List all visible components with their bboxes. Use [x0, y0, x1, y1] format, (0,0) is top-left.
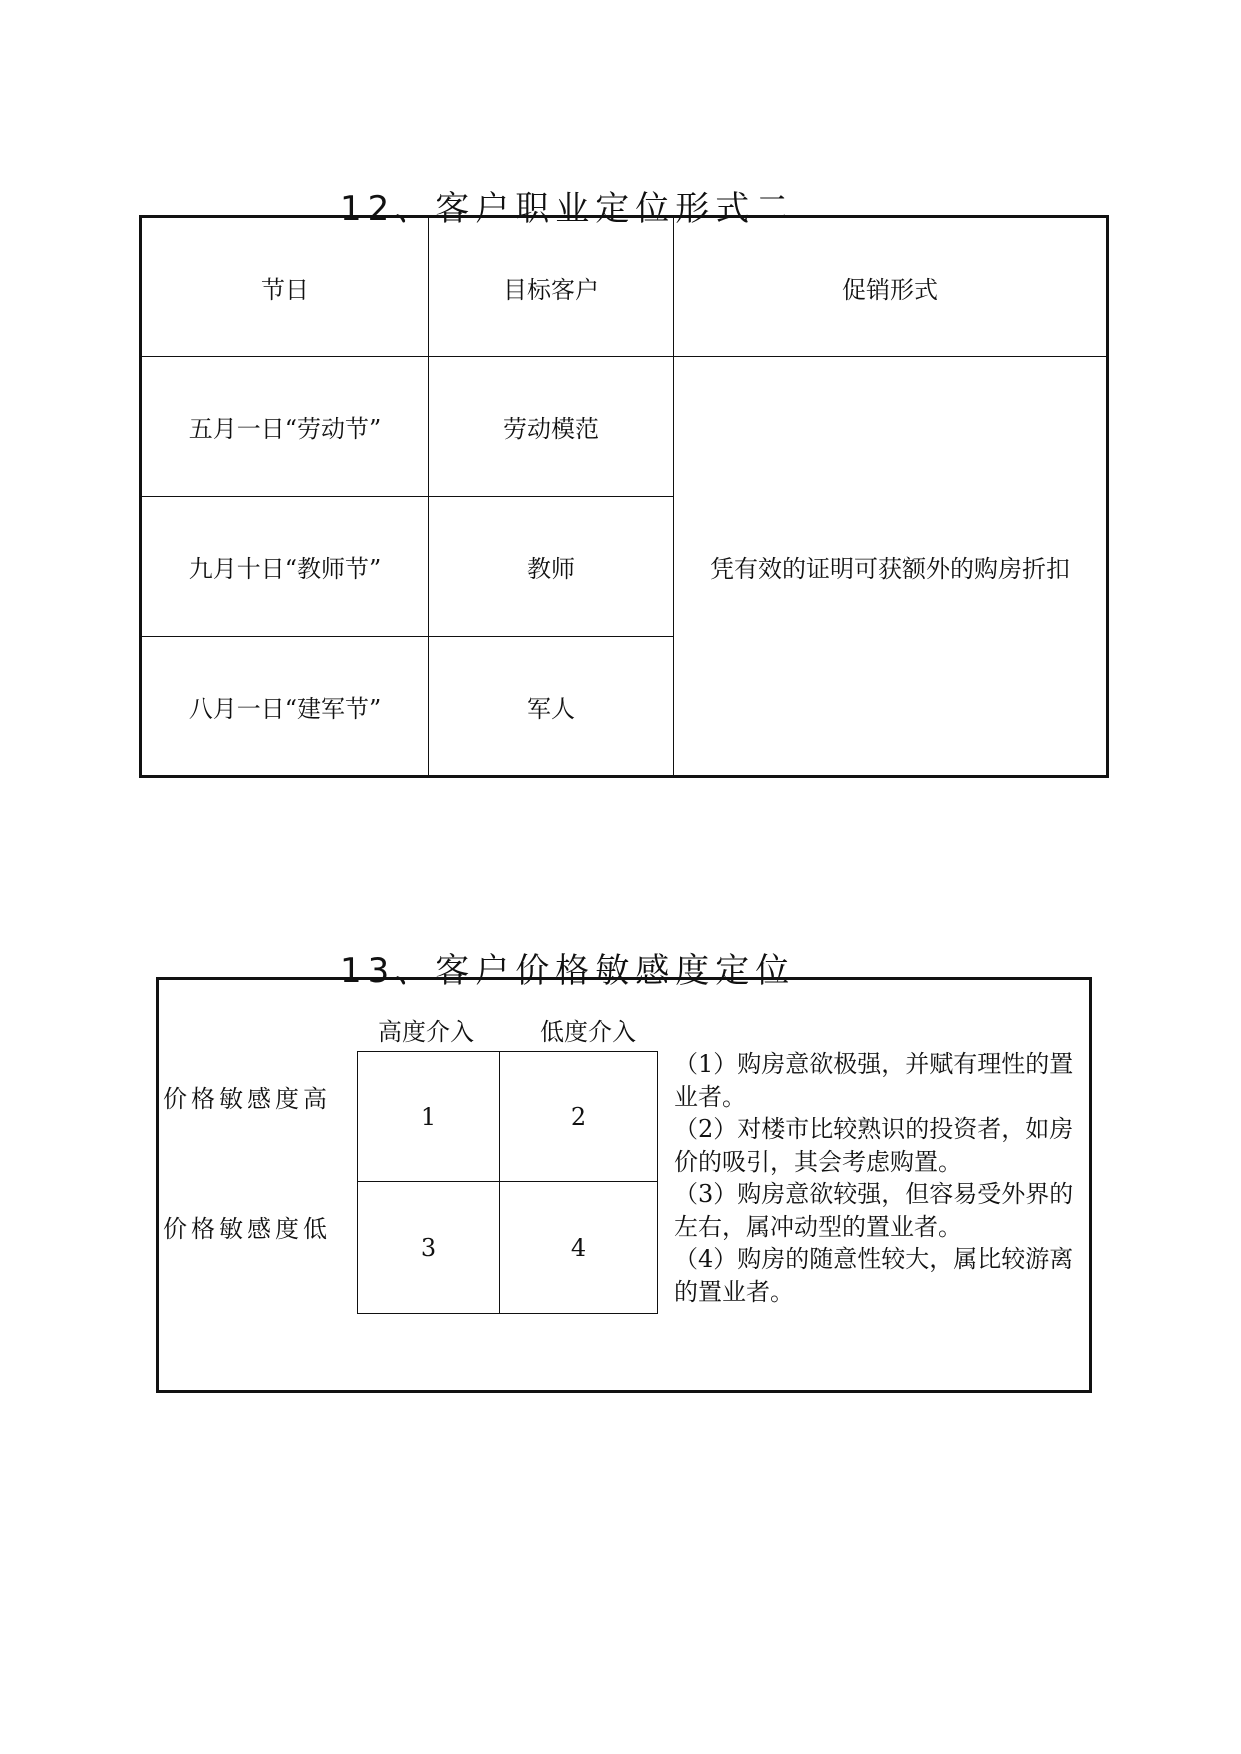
target-cell: 劳动模范: [429, 357, 674, 497]
header-target-customer: 目标客户: [429, 217, 674, 357]
target-cell: 教师: [429, 497, 674, 637]
target-cell: 军人: [429, 637, 674, 777]
festival-promotion-table: [139, 215, 1109, 778]
col-header-low-involvement: 低度介入: [540, 1018, 636, 1046]
note-item: （3）购房意欲较强，但容易受外界的左右，属冲动型的置业者。: [674, 1180, 1074, 1241]
section-13-title: 13、客户价格敏感度定位: [340, 950, 796, 991]
col-header-high-involvement: 高度介入: [378, 1018, 474, 1046]
quadrant-notes: [674, 1048, 1092, 1308]
note-item: （2）对楼市比较熟识的投资者，如房价的吸引，其会考虑购置。: [674, 1115, 1074, 1176]
row-header-high-sensitivity: 价格敏感度高: [163, 1085, 331, 1113]
row-header-low-sensitivity: 价格敏感度低: [163, 1215, 331, 1243]
quadrant-cell: 3: [358, 1182, 500, 1314]
festival-cell: 五月一日“劳动节”: [141, 357, 429, 497]
quadrant-cell: 1: [358, 1052, 500, 1182]
note-item: （1）购房意欲极强，并赋有理性的置业者。: [674, 1050, 1074, 1111]
header-promotion: 促销形式: [674, 217, 1108, 357]
section-12-title: 12、客户职业定位形式二: [340, 188, 796, 229]
quadrant-cell: 4: [500, 1182, 658, 1314]
note-item: （4）购房的随意性较大，属比较游离的置业者。: [674, 1245, 1074, 1306]
quadrant-cell: 2: [500, 1052, 658, 1182]
quadrant-grid: [357, 1051, 658, 1314]
festival-cell: 九月十日“教师节”: [141, 497, 429, 637]
header-festival: 节日: [141, 217, 429, 357]
promotion-cell: 凭有效的证明可获额外的购房折扣: [674, 357, 1108, 777]
festival-cell: 八月一日“建军节”: [141, 637, 429, 777]
